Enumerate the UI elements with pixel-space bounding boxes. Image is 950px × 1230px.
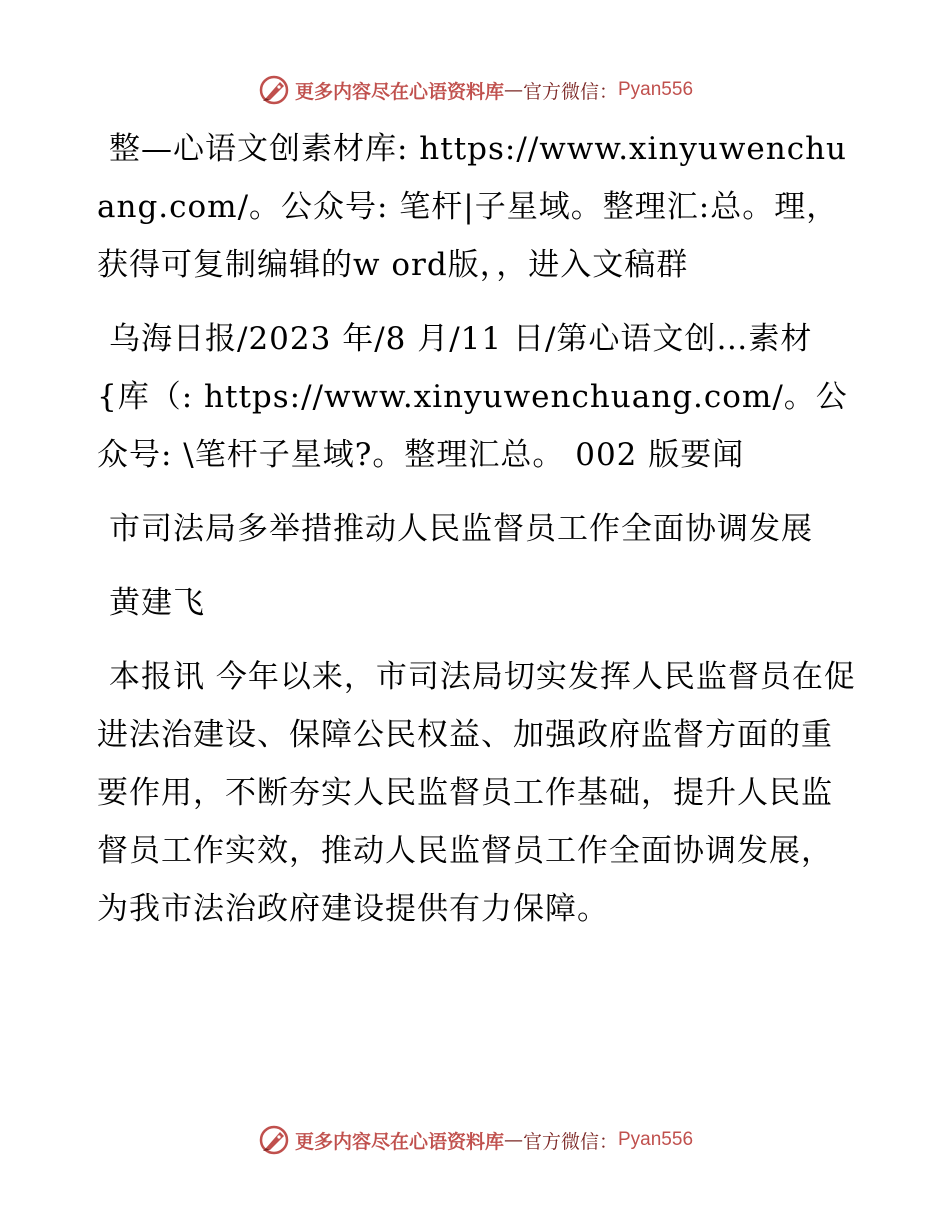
article-author: 黄建飞 — [109, 585, 205, 621]
source-paragraph: 乌海日报/2023 年/8 月/11 日/第心语文创…素材{库（: https://www.xinyuwenchuang.com/。公众号: \笔杆子星域?。整理汇总。 002 版要闻 — [97, 321, 848, 473]
banner-dash: — — [503, 1129, 523, 1151]
banner-wechat-label: 官方微信： — [522, 80, 618, 103]
banner-main-text: 更多内容尽在心语资料库 — [294, 80, 504, 103]
pen-nib-logo-icon — [257, 1123, 291, 1157]
article-title: 市司法局多举措推动人民监督员工作全面协调发展 — [109, 511, 813, 547]
banner-wechat-id: Pyan556 — [618, 1129, 694, 1150]
banner-wechat-label: 官方微信： — [522, 1130, 618, 1153]
footer-banner — [0, 1120, 950, 1160]
banner-wechat-id: Pyan556 — [618, 79, 694, 100]
document-body — [97, 120, 857, 954]
header-banner — [0, 70, 950, 110]
article-body-paragraph: 本报讯 今年以来，市司法局切实发挥人民监督员在促进法治建设、保障公民权益、加强政府监督方面的重要作用，不断夯实人民监督员工作基础，提升人民监督员工作实效，推动人民监督员工作全面协调发展，为我市法治政府建设提供有力保障。 — [97, 659, 856, 927]
banner-dash: — — [503, 79, 523, 101]
intro-paragraph: 整—心语文创素材库: https://www.xinyuwenchuang.com/。公众号: 笔杆|子星域。整理汇:总。理，获得可复制编辑的w ord版，，进入文稿群 — [97, 131, 848, 283]
pen-nib-logo-icon — [257, 73, 291, 107]
banner-main-text: 更多内容尽在心语资料库 — [294, 1130, 504, 1153]
